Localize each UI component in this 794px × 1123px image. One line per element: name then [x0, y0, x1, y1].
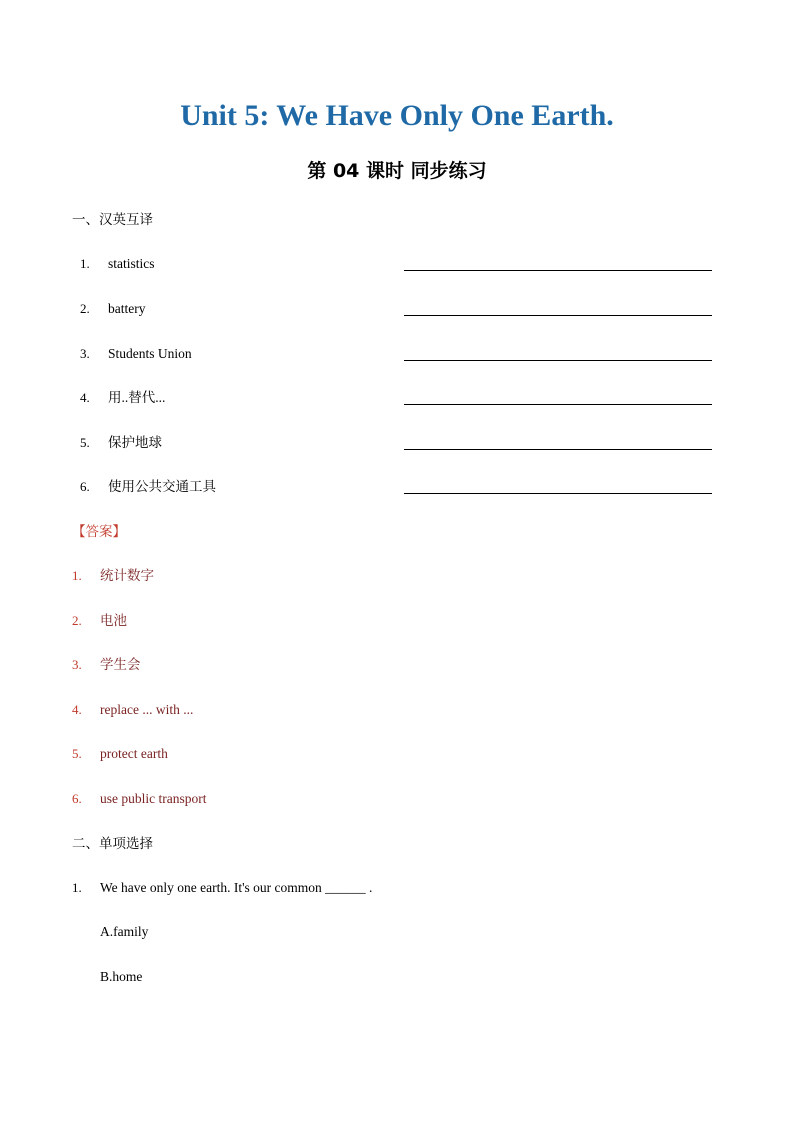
answer-blank-line: [404, 404, 712, 405]
section-heading-translation: 一、汉英互译: [72, 212, 153, 228]
answer-number: 1.: [72, 568, 82, 583]
answer-number: 2.: [72, 613, 82, 628]
answer-row: [0, 789, 794, 809]
question-row: [0, 477, 794, 497]
answer-blank-line: [404, 493, 712, 494]
answer-blank-line: [404, 315, 712, 316]
answer-number: 5.: [72, 746, 82, 761]
answer-text: protect earth: [100, 746, 168, 761]
answer-text: 学生会: [100, 657, 141, 672]
page-subtitle: 第 04 课时 同步练习: [307, 160, 487, 182]
answer-text: 统计数字: [100, 568, 154, 583]
question-number: 5.: [80, 435, 90, 450]
page-title: Unit 5: We Have Only One Earth.: [180, 99, 614, 132]
mc-question-number: 1.: [72, 880, 82, 895]
question-text: 使用公共交通工具: [108, 479, 216, 494]
question-number: 2.: [80, 301, 90, 316]
answer-row: [0, 611, 794, 631]
answer-text: 电池: [100, 613, 127, 628]
answer-row: [0, 700, 794, 720]
question-row: [0, 433, 794, 453]
question-row: [0, 344, 794, 364]
answer-number: 4.: [72, 702, 82, 717]
answer-row: [0, 655, 794, 675]
question-row: [0, 254, 794, 274]
question-number: 4.: [80, 390, 90, 405]
answer-blank-line: [404, 360, 712, 361]
answer-text: replace ... with ...: [100, 702, 194, 717]
question-number: 6.: [80, 479, 90, 494]
answer-blank-line: [404, 270, 712, 271]
question-text: 用..替代...: [108, 390, 166, 405]
question-row: [0, 299, 794, 319]
question-text: statistics: [108, 256, 155, 271]
mc-option-b: B.home: [100, 969, 143, 984]
answer-blank-line: [404, 449, 712, 450]
answer-label: 【答案】: [72, 524, 126, 540]
mc-question-text: We have only one earth. It's our common ______ .: [100, 880, 373, 895]
question-text: battery: [108, 301, 146, 316]
answer-number: 3.: [72, 657, 82, 672]
answer-number: 6.: [72, 791, 82, 806]
section-heading-multiple-choice: 二、单项选择: [72, 836, 153, 852]
answer-text: use public transport: [100, 791, 207, 806]
answer-row: [0, 566, 794, 586]
question-row: [0, 388, 794, 408]
mc-question-row: [0, 878, 794, 898]
question-text: 保护地球: [108, 435, 162, 450]
question-text: Students Union: [108, 346, 192, 361]
question-number: 3.: [80, 346, 90, 361]
answer-row: [0, 744, 794, 764]
mc-option-a: A.family: [100, 924, 149, 939]
question-number: 1.: [80, 256, 90, 271]
